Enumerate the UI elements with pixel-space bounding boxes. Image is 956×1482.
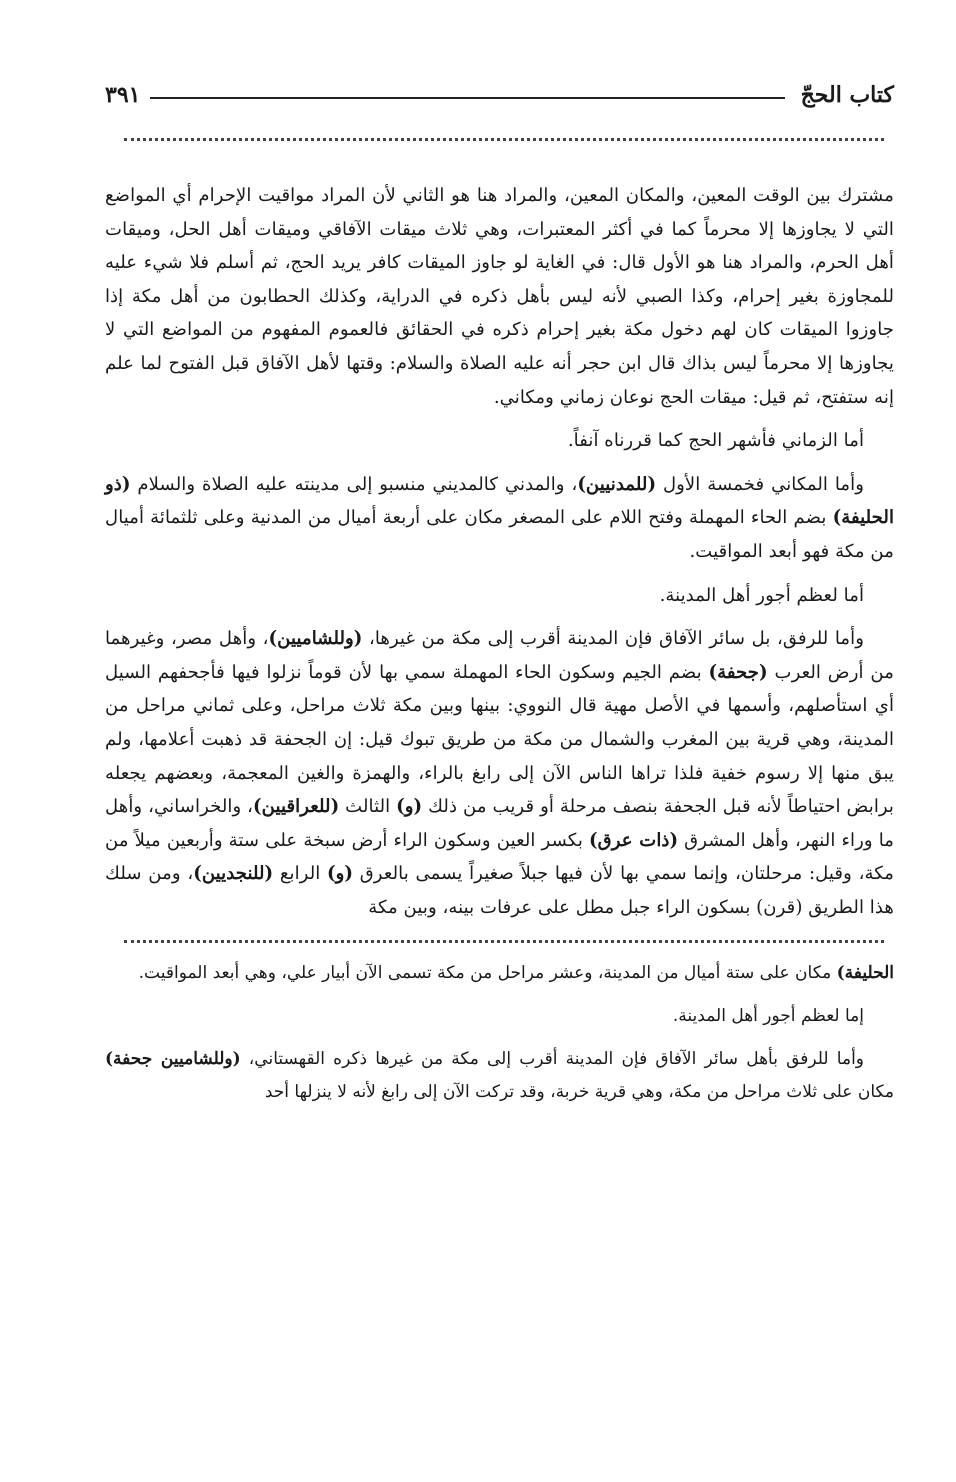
header-rule [150,97,784,99]
footnote-3: وأما للرفق بأهل سائر الآفاق فإن المدينة أقرب إلى مكة من غيرها ذكره القهستاني، (وللشاميين جحفة) مكان على ثلاث مراحل من مكة، وهي قرية خربة، وقد تركت الآن إلى رابغ لأنه لا ينزلها أحد [105,1049,894,1103]
paragraph-3: وأما المكاني فخمسة الأول (للمدنيين)، والمدني كالمديني منسبو إلى مدينته عليه الصلاة والسلام (ذو الحليفة) بضم الحاء المهملة وفتح اللام على المصغر مكان على أربعة أميال من المدنية وعلى ثلثمائة أميال من مكة فهو أبعد المواقيت. [105,473,894,562]
bold-term: الحليفة) [836,963,894,984]
footnote-text [105,957,894,1109]
page-number: ٣٩١ [105,82,141,108]
bold-term: (و) [327,863,353,885]
page-header [105,70,894,108]
chapter-title: كتاب الحجّ [800,82,894,108]
footnote-2: إما لعظم أجور أهل المدينة. [672,1006,864,1027]
paragraph-1: مشترك بين الوقت المعين، والمكان المعين، والمراد هنا هو الثاني لأن المراد مواقيت الإحرام أي المواضع التي لا يجاوزها إلا محرماً كما في أكثر المعتبرات، وهي ثلاث ميقات الآفاقي وميقات أهل الحل، وميقات أهل الحرم، والمراد هنا هو الأول قال: في الغاية لو جاوز الميقات كافر يريد الحج، ثم أسلم فلا شيء عليه للمجاوزة بغير إحرام، وكذا الصبي لأنه ليس بأهل ذكره في الدراية، وكذلك الحطابون من أهل مكة إذا جاوزوا الميقات كان لهم دخول مكة بغير إحرام ذكره في الحقائق فالعموم المفهوم من المواضع التي لا يجاوزها إلا محرماً ليس بذاك قال ابن حجر أنه عليه الصلاة والسلام: وقتها لأهل الآفاق قبل الفتوح لما علم إنه ستفتح، ثم قيل: ميقات الحج نوعان زماني ومكاني. [105,185,894,408]
bold-term: (وللشاميين) [268,628,363,650]
main-text [105,179,894,924]
bold-term: (جحفة) [708,661,768,683]
bold-term: (وللشاميين جحفة) [105,1049,241,1070]
bold-term: (و) [396,796,423,818]
paragraph-5: وأما للرفق، بل سائر الآفاق فإن المدينة أقرب إلى مكة من غيرها، (وللشاميين)، وأهل مصر، وغيرهما من أرض العرب (جحفة) بضم الجيم وسكون الحاء المهملة سمي بها لأن قوماً نزلوا فيها فأجحفهم السيل أي استأصلهم، وأسمها في الأصل مهية قال النووي: بينها وبين مكة ثلاث مراحل، وعلى ثماني مراحل من المدينة، وهي قرية بين المغرب والشمال من مكة من طريق تبوك قيل: إن الجحفة قد ذهبت أعلامها، ولم يبق منها إلا رسوم خفية فلذا تراها الناس الآن إلى رابغ بالراء، والهمزة والغين المعجمة، وبعضهم يجعله برابض احتياطاً لأنه قبل الجحفة بنصف مرحلة أو قريب من ذلك (و) الثالث (للعراقيين)، والخراساني، وأهل ما وراء النهر، وأهل المشرق (ذات عرق) بكسر العين وسكون الراء أرض سبخة على ستة وأربعين ميلاً من مكة، وقيل: مرحلتان، وإنما سمي بها لأن فيها جبلاً صغيراً يسمى بالعرق (و) الرابع (للنجديين)، ومن سلك هذا الطريق (قرن) بسكون الراء جبل مطل على عرفات بينه، وبين مكة [105,628,894,918]
footnote-dotted-separator [124,940,884,943]
bold-term: (للنجديين) [193,863,274,885]
bold-term: (ذات عرق) [588,829,679,851]
bold-term: (للعراقيين) [253,796,340,818]
bold-term: (للمدنيين) [577,473,657,495]
paragraph-4: أما لعظم أجور أهل المدينة. [659,584,864,606]
footnote-1: الحليفة) مكان على ستة أميال من المدينة، وعشر مراحل من مكة تسمى الآن أبيار علي، وهي أبعد المواقيت. [138,963,894,984]
bold-term: (ذو الحليفة) [105,473,894,529]
paragraph-2: أما الزماني فأشهر الحج كما قررناه آنفاً. [567,430,864,452]
top-dotted-separator [124,138,884,141]
